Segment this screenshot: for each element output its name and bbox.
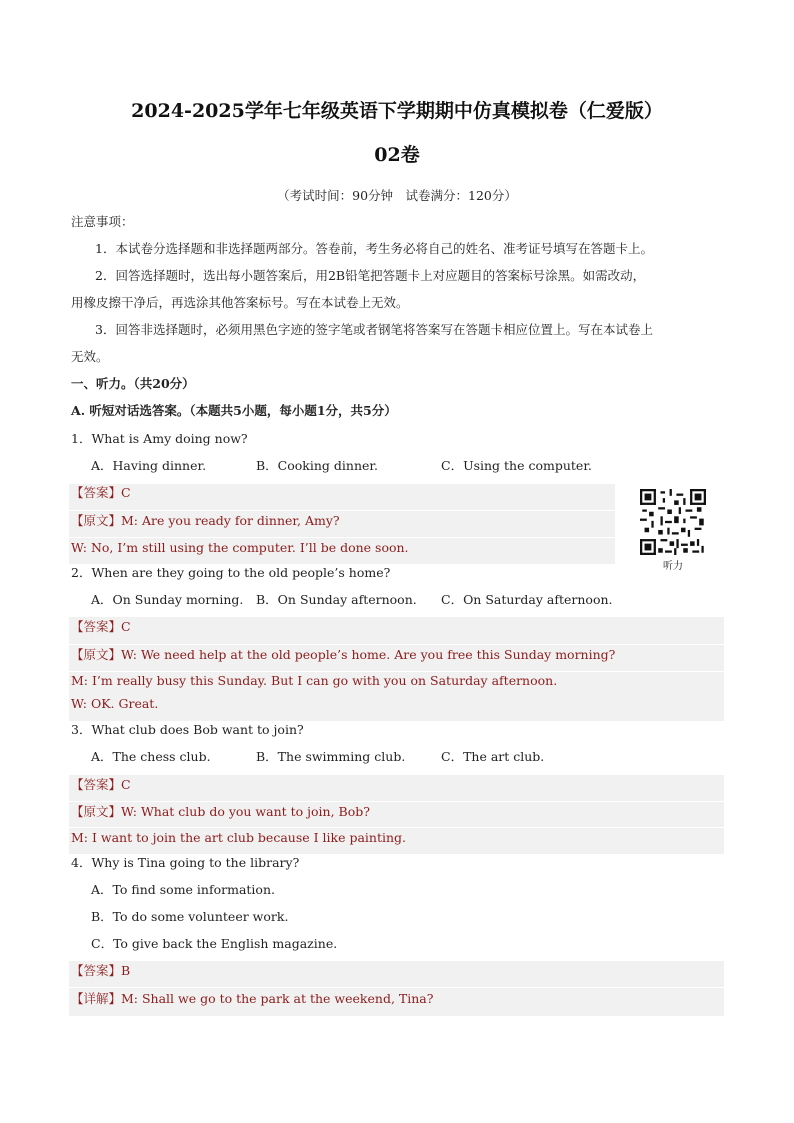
question-3-answer: 【答案】C [71,777,131,792]
section-heading: 一、听力。（共20分） [71,376,195,391]
exam-info: （考试时间：90分钟 试卷满分：120分） [277,188,517,203]
question-2-transcript-3: W: OK. Great. [71,696,159,711]
question-3-transcript-2: M: I want to join the art club because I like painting. [71,830,407,845]
question-4-answer: 【答案】B [71,963,131,978]
question-1-stem: 1．What is Amy doing now? [71,431,248,446]
question-3-option-c: C．The art club. [441,749,545,764]
question-2-answer: 【答案】C [71,619,131,634]
question-4-stem: 4．Why is Tina going to the library? [71,855,300,870]
question-2-option-b: B．On Sunday afternoon. [256,592,417,607]
part-a-heading: A. 听短对话选答案。（本题共5小题，每小题1分，共5分） [71,403,397,418]
notes-heading: 注意事项： [71,214,134,229]
question-1-option-c: C．Using the computer. [441,458,592,473]
question-4-explanation-1: 【详解】M: Shall we go to the park at the weekend, Tina? [71,991,434,1006]
question-2-transcript-2: M: I’m really busy this Sunday. But I can go with you on Saturday afternoon. [71,673,558,688]
page-subtitle: 02卷 [374,144,420,166]
question-1-answer: 【答案】C [71,485,131,500]
note-2-cont: 用橡皮擦干净后，再选涂其他答案标号。写在本试卷上无效。 [71,295,409,310]
note-2: 2．回答选择题时，选出每小题答案后，用2B铅笔把答题卡上对应题目的答案标号涂黑。如需改动， [95,268,646,283]
question-3-transcript-1: 【原文】W: What club do you want to join, Bob? [71,804,370,819]
question-4-option-b: B．To do some volunteer work. [91,909,289,924]
note-3-cont: 无效。 [71,349,109,364]
answer-block-2 [69,617,724,721]
question-1-transcript-1: 【原文】M: Are you ready for dinner, Amy? [71,513,340,528]
qr-code-icon [640,489,706,555]
question-3-stem: 3．What club does Bob want to join? [71,722,304,737]
question-1-option-b: B．Cooking dinner. [256,458,378,473]
question-2-option-a: A．On Sunday morning. [91,592,244,607]
question-2-option-c: C．On Saturday afternoon. [441,592,613,607]
qr-label: 听力 [663,561,683,572]
question-3-option-b: B．The swimming club. [256,749,406,764]
question-1-transcript-2: W: No, I’m still using the computer. I’ll be done soon. [71,540,409,555]
question-1-option-a: A．Having dinner. [91,458,207,473]
question-2-stem: 2．When are they going to the old people’s home? [71,565,391,580]
page-title: 2024-2025学年七年级英语下学期期中仿真模拟卷（仁爱版） [131,100,663,122]
question-4-option-c: C．To give back the English magazine. [91,936,338,951]
question-2-transcript-1: 【原文】W: We need help at the old people’s home. Are you free this Sunday morning? [71,647,616,662]
note-1: 1．本试卷分选择题和非选择题两部分。答卷前，考生务必将自己的姓名、准考证号填写在答题卡上。 [95,241,653,256]
question-4-option-a: A．To find some information. [91,882,275,897]
note-3: 3．回答非选择题时，必须用黑色字迹的签字笔或者钢笔将答案写在答题卡相应位置上。写在本试卷上 [95,322,653,337]
question-3-option-a: A．The chess club. [91,749,211,764]
